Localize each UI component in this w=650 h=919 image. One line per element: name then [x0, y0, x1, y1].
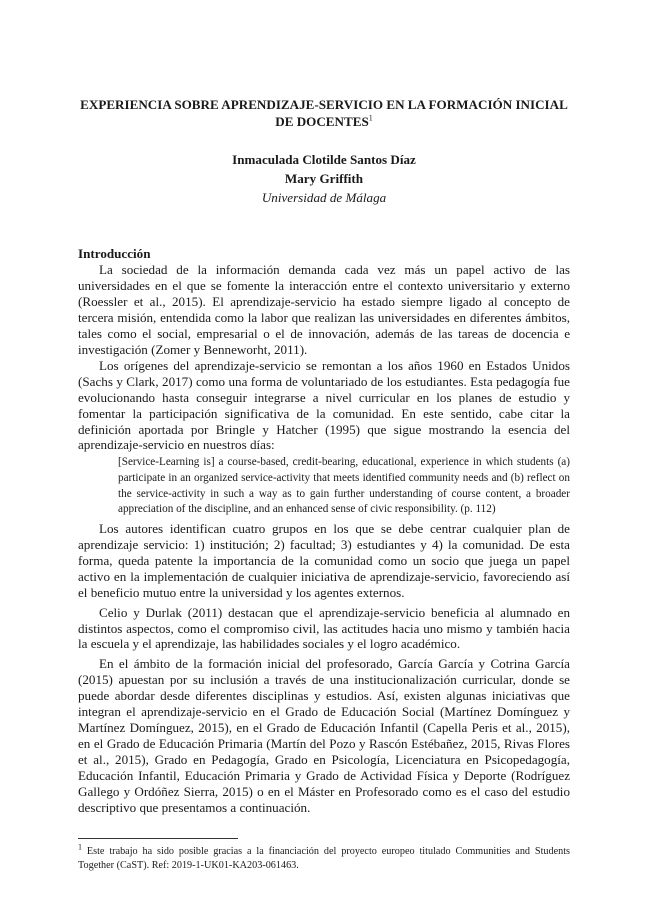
footnote-mark: 1 [78, 842, 82, 852]
body-paragraph: La sociedad de la información demanda cada vez más un papel activo de las universidades en el que se fomente la interacción entre el contexto universitario y externo (Roessler et al., 2015). El aprendizaje-servicio ha estado siempre ligado al concepto de tercera misión, entendida como la labor que realizan las universidades en diferentes ámbitos, tales como el social, empresarial o el de innovación, además de las tareas de docencia e investigación (Zomer y Benneworht, 2011). [78, 262, 570, 357]
section-heading: Introducción [78, 246, 151, 261]
body-paragraph: En el ámbito de la formación inicial del profesorado, García García y Cotrina García (2015) apuestan por su inclusión a través de una institucionalización curricular, donde se puede abordar desde diferentes disciplinas y estudios. Así, existen algunas iniciativas que integran el aprendizaje-servicio en el Grado de Educación Social (Martínez Domínguez y Martínez Domínguez, 2015), en el Grado de Educación Infantil (Capella Peris et al., 2015), en el Grado de Educación Primaria (Martín del Pozo y Rascón Estébañez, 2015, Rivas Flores et al., 2015), Grado en Pedagogía, Grado en Psicología, Licenciatura en Psicopedagogía, Educación Infantil, Educación Primaria y Grado de Actividad Física y Deporte (Rodríguez Gallego y Ordóñez Sierra, 2015) o en el Máster en Profesorado como es el caso del estudio descriptivo que presentamos a continuación. [78, 656, 570, 816]
block-quote: [Service-Learning is] a course-based, credit-bearing, educational, experience in which students (a) participate in an organized service-activity that meets identified community needs and (b) reflect on the service-activity in such a way as to gain further understanding of course content, a broader appreciation of the discipline, and an enhanced sense of civic responsibility. (p. 112) [118, 456, 570, 516]
author-name: Mary Griffith [284, 171, 364, 186]
footnote-text: Este trabajo ha sido posible gracias a la financiación del proyecto europeo titulado Communities and Students Together (CaST). Ref: 2019-1-UK01-KA203-061463. [78, 846, 570, 871]
title-footnote-mark: 1 [368, 113, 373, 123]
body-paragraph: Celio y Durlak (2011) destacan que el aprendizaje-servicio beneficia al alumnado en distintos aspectos, como el compromiso civil, las actitudes hacia uno mismo y también hacia la escuela y el aprendizaje, las habilidades sociales y el logro académico. [78, 604, 570, 652]
footnote [78, 842, 570, 873]
author-name: Inmaculada Clotilde Santos Díaz [232, 152, 416, 167]
author-block [78, 150, 570, 207]
body-paragraph: Los autores identifican cuatro grupos en los que se debe centrar cualquier plan de aprendizaje servicio: 1) institución; 2) facultad; 3) estudiantes y 4) la comunidad. De esta forma, queda patente la importancia de la comunidad como un socio que juega un papel activo en la implementación de cualquier iniciativa de aprendizaje-servicio, favoreciendo así el beneficio mutuo entre la universidad y los agentes externos. [78, 520, 570, 600]
paper-title-text: EXPERIENCIA SOBRE APRENDIZAJE-SERVICIO EN LA FORMACIÓN INICIAL DE DOCENTES [80, 97, 568, 129]
footnote-divider [78, 838, 238, 839]
author-affiliation: Universidad de Málaga [261, 190, 387, 205]
body-paragraph: Los orígenes del aprendizaje-servicio se remontan a los años 1960 en Estados Unidos (Sachs y Clark, 2017) como una forma de voluntariado de los estudiantes. Esta pedagogía fue evolucionando hasta conseguir integrarse a nivel curricular en los planes de estudio y fomentar la participación significativa de la comunidad. En este sentido, cabe citar la definición aportada por Bringle y Hatcher (1995) que sigue mostrando la esencia del aprendizaje-servicio en nuestros días: [78, 357, 570, 453]
section-body [78, 262, 570, 816]
paper-title [78, 96, 570, 130]
